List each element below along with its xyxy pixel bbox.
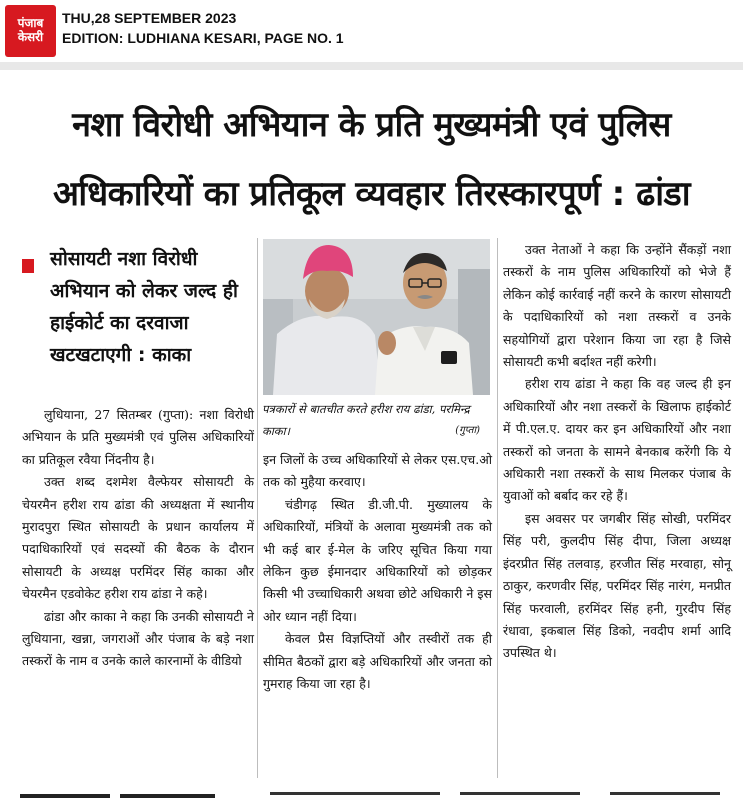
two-men-photo-icon xyxy=(263,239,490,395)
photo-caption xyxy=(262,398,492,442)
logo-line-2: केसरी xyxy=(17,30,44,44)
article-column-2 xyxy=(263,449,492,695)
paragraph: हरीश राय ढांडा ने कहा कि वह जल्द ही इन अधिकारियों और नशा तस्करों के खिलाफ हाईकोर्ट में पी.एल.ए. दायर कर इन अधिकारियों और नशा तस्करों को जनता के सामने बेनकाब करेंगी कि ये अधिकारी नशा तस्करों के साथ मिलकर पंजाब के युवाओं को बर्बाद कर रहे हैं। xyxy=(503,376,731,504)
next-article-cutoff xyxy=(0,786,743,803)
photo-credit: (गुप्ता) xyxy=(455,425,480,436)
paragraph: उक्त नेताओं ने कहा कि उन्होंने सैंकड़ों नशा तस्करों के नाम पुलिस अधिकारियों को भेजे हैं लेकिन कोई कार्रवाई नहीं करने के कारण सोसायटी के पदाधिकारियों को नशा तस्करों व उनके सहयोगियों द्वारा परेशान किया जा रहा है जिसे सोसायटी कभी बर्दाश्त नहीं करेगी। xyxy=(503,242,731,370)
article-column-1 xyxy=(22,404,254,673)
subheadline xyxy=(22,243,250,371)
article-column-3 xyxy=(503,239,731,665)
logo-line-1: पंजाब xyxy=(17,16,44,31)
paragraph: इन जिलों के उच्च अधिकारियों से लेकर एस.एच.ओ तक को मुहैया करवाए। xyxy=(263,452,492,490)
header-divider xyxy=(0,62,743,70)
paragraph: लुधियाना, 27 सितम्बर (गुप्ता): नशा विरोधी अभियान के प्रति मुख्यमंत्री एवं पुलिस अधिकारियों का प्रतिकूल रवैया निंदनीय है। xyxy=(22,407,254,467)
paragraph: इस अवसर पर जगबीर सिंह सोखी, परमिंदर सिंह परी, कुलदीप सिंह दीपा, जिला अध्यक्ष इंदरप्रीत सिंह तलवाड़, हरजीत सिंह मरवाहा, सोनू ठाकुर, करणवीर सिंह, परमिंदर सिंह नारंग, मनप्रीत सिंह फरवाली, हरमिंदर सिंह हनी, गुरदीप सिंह रंधावा, इकबाल सिंह डिको, नवदीप शर्मा आदि उपस्थित थे। xyxy=(503,510,731,661)
paragraph: ढांडा और काका ने कहा कि उनकी सोसायटी ने लुधियाना, खन्ना, जगराओं और पंजाब के बड़े नशा तस्करों के नाम व उनके काले कारनामों के वीडियो xyxy=(22,608,254,669)
edition-date: THU,28 SEPTEMBER 2023 xyxy=(62,10,237,26)
paragraph: चंडीगढ़ स्थित डी.जी.पी. मुख्यालय के अधिकारियों, मंत्रियों के अलावा मुख्यमंत्री तक को भी कई बार ई-मेल के जरिए सूचित किया गया लेकिन कुछ ईमानदार अधिकारियों को छोड़कर किसी भी उच्चाधिकारी अथवा छोटे अधिकारी ने इस ओर ध्यान नहीं दिया। xyxy=(263,496,492,624)
subheadline-text: सोसायटी नशा विरोधी अभियान को लेकर जल्द ही हाईकोर्ट का दरवाजा खटखटाएगी : काका xyxy=(50,248,238,366)
headline-line-2: अधिकारियों का प्रतिकूल व्यवहार तिरस्कारपूर्ण : ढांडा xyxy=(52,174,691,214)
headline-line-1: नशा विरोधी अभियान के प्रति मुख्यमंत्री एवं पुलिस xyxy=(72,105,671,145)
paragraph: केवल प्रैस विज्ञप्तियों और तस्वीरों तक ही सीमित बैठकों द्वारा बड़े अधिकारियों और जनता को गुमराह किया जा रहा है। xyxy=(263,631,492,692)
photo-caption-text: पत्रकारों से बातचीत करते हरीश राय ढांडा, परमिन्द्र काका। xyxy=(262,402,470,438)
paragraph: उक्त शब्द दशमेश वैल्फेयर सोसायटी के चेयरमैन हरीश राय ढांडा की अध्यक्षता में स्थानीय मुरादपुरा स्थित सोसायटी के प्रधान कार्यालय में पदाधिकारियों एवं सदस्यों की बैठक के दौरान सोसायटी के अध्यक्ष परमिंदर सिंह काका और चेयरमैन एडवोकेट हरीश राय ढांडा ने कहे। xyxy=(22,474,254,602)
column-divider xyxy=(497,238,498,778)
edition-info xyxy=(62,8,344,48)
news-photo xyxy=(263,239,490,395)
cropped-text-fragment-icon xyxy=(0,786,743,803)
column-divider xyxy=(257,238,258,778)
edition-name: EDITION: LUDHIANA KESARI, PAGE NO. 1 xyxy=(62,30,344,46)
punjab-kesari-logo xyxy=(5,5,56,57)
subhead-bullet-icon xyxy=(22,259,34,273)
